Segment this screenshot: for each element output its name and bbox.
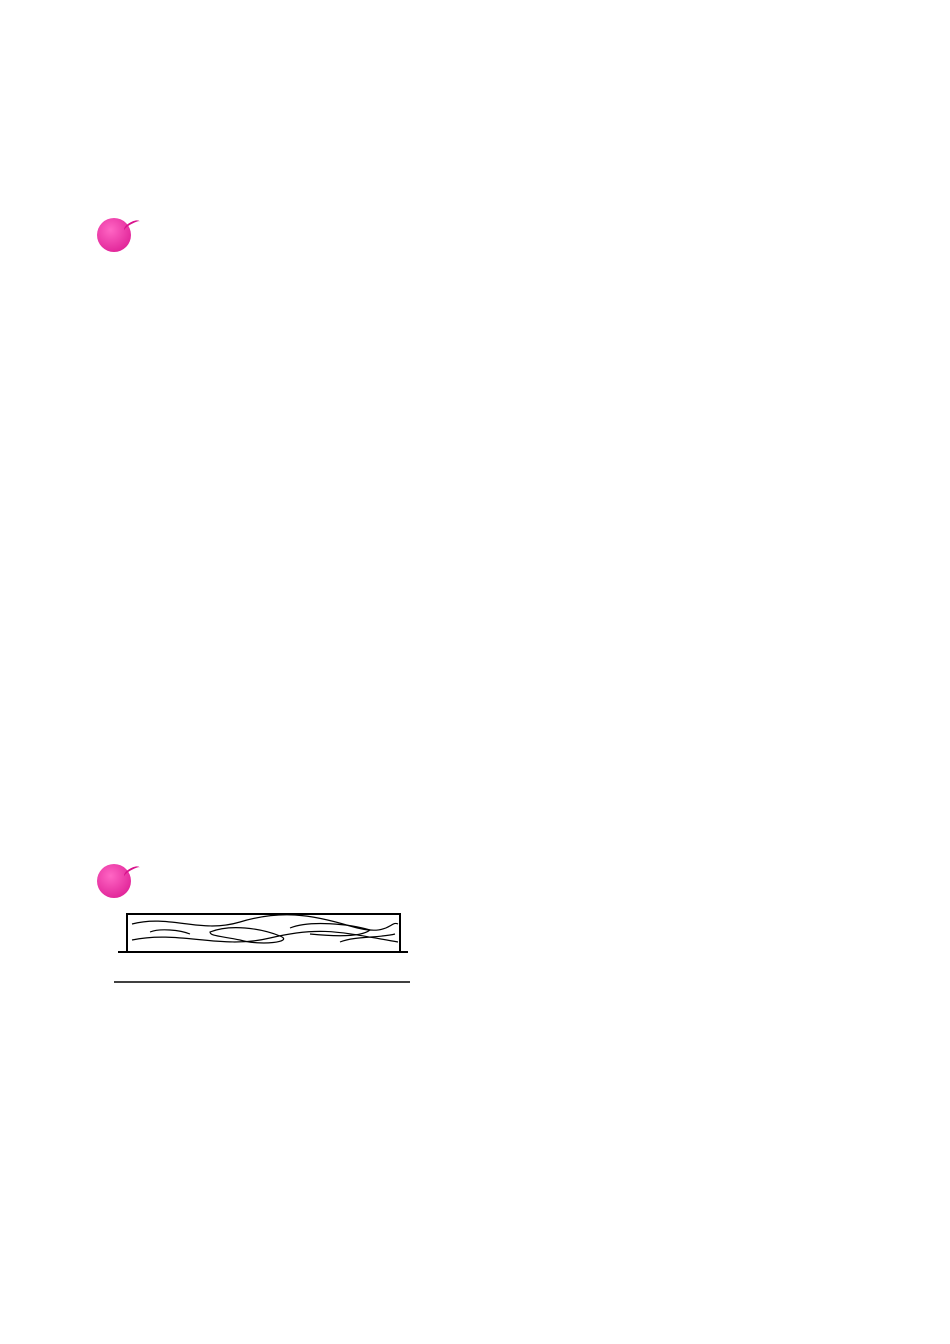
ruler-figure <box>110 910 440 988</box>
example-badge-icon <box>97 218 131 252</box>
wood-block <box>127 914 400 952</box>
example-badge-icon <box>97 864 131 898</box>
